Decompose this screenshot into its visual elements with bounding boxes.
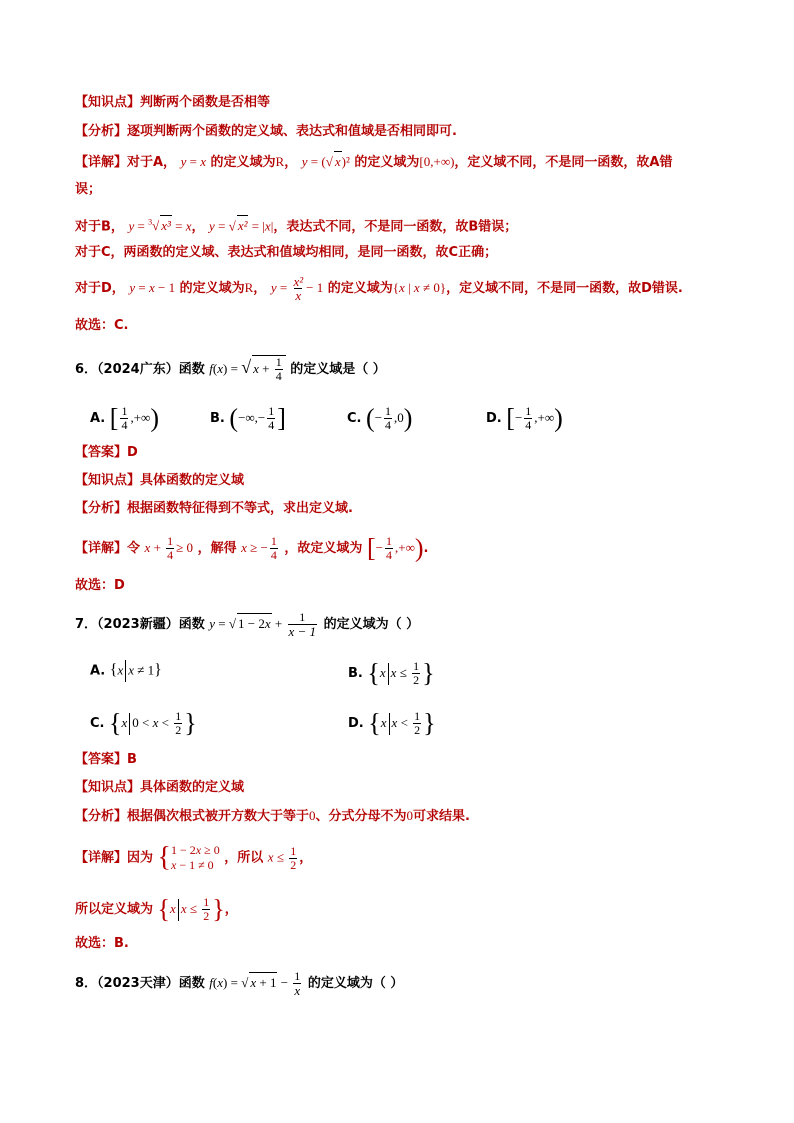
q7-choice: 故选：B. [75,936,129,951]
q7-option-a[interactable]: A. {x x ≠ 1} [90,660,162,682]
q7-analysis: 【分析】根据偶次根式被开方数大于等于0、分式分母不为0可求结果. [75,808,470,824]
q7-option-c[interactable]: C. {x 0 < x < $\frac{1}{2}$ } [90,708,197,738]
q5-option-b-analysis: 对于B， y = $^3$√ x³ = x， y = √ x² = |x|，表达式不同，不是同一函数，故B错误； [75,213,517,237]
q6-option-d[interactable]: D. [− $\frac{1}{4}$ ,+∞) [486,403,563,433]
q5-choice: 故选：C. [75,318,129,333]
q6-option-a[interactable]: A. [ $\frac{1}{4}$ ,+∞) [90,403,159,433]
q6-answer: 【答案】D [75,445,138,460]
q8-stem: 8．（2023天津）函数 f(x) = √ x + 1 − $\frac{1}{x}$ 的定义域为（ ） [75,969,404,998]
q7-detail: 【详解】因为 { 1 − 2x ≥ 0 x − 1 ≠ 0 ，所以 x ≤ $\frac{1}{2}$ ， [75,842,313,873]
q7-knowledge-point: 【知识点】具体函数的定义域 [75,780,245,795]
q6-choice: 故选：D [75,578,125,593]
q7-option-b[interactable]: B. {x x ≤ $\frac{1}{2}$ } [348,658,435,688]
q6-detail: 【详解】令 x + $\frac{1}{4}$ ≥ 0 ，解得 x ≥ − $\frac{1}{4}$ ，故定义域为 [− $\frac{1}{4}$ ,+∞). [75,533,429,563]
q5-option-c-analysis: 对于C，两函数的定义域、表达式和值域均相同，是同一函数，故C正确； [75,245,498,260]
q5-detail-line1: 【详解】对于A， y = x 的定义域为R， y = (√ x)² 的定义域为[0,+∞)，定义域不同，不是同一函数，故A错 [75,151,672,173]
q7-stem: 7．（2023新疆）函数 y = √ 1 − 2x + $\frac{1}{x - 1}$ 的定义域为（ ） [75,610,420,639]
q5-detail-cont: 误； [75,182,102,197]
q6-analysis: 【分析】根据函数特征得到不等式，求出定义域. [75,501,353,516]
q6-stem: 6．（2024广东）函数 f(x) = √ x + $\frac{1}{4}$ 的定义域是（ ） [75,355,386,383]
q5-option-d-analysis: 对于D， y = x − 1 的定义域为R， y = $\frac{\text{x²}}{x}$ − 1 的定义域为{x | x ≠ 0}，定义域不同，不是同一函数，故D错误. [75,274,683,303]
q5-knowledge-point: 【知识点】判断两个函数是否相等 [75,95,271,110]
q6-knowledge-point: 【知识点】具体函数的定义域 [75,473,245,488]
q7-domain-result: 所以定义域为 {x x ≤ $\frac{1}{2}$ }， [75,894,238,924]
q5-analysis: 【分析】逐项判断两个函数的定义域、表达式和值域是否相同即可. [75,124,457,139]
q6-option-b[interactable]: B. (−∞,− $\frac{1}{4}$ ] [210,403,286,433]
q7-answer: 【答案】B [75,752,137,767]
q7-option-d[interactable]: D. {x x < $\frac{1}{2}$ } [348,708,436,738]
q6-option-c[interactable]: C. (− $\frac{1}{4}$ ,0) [347,403,413,433]
